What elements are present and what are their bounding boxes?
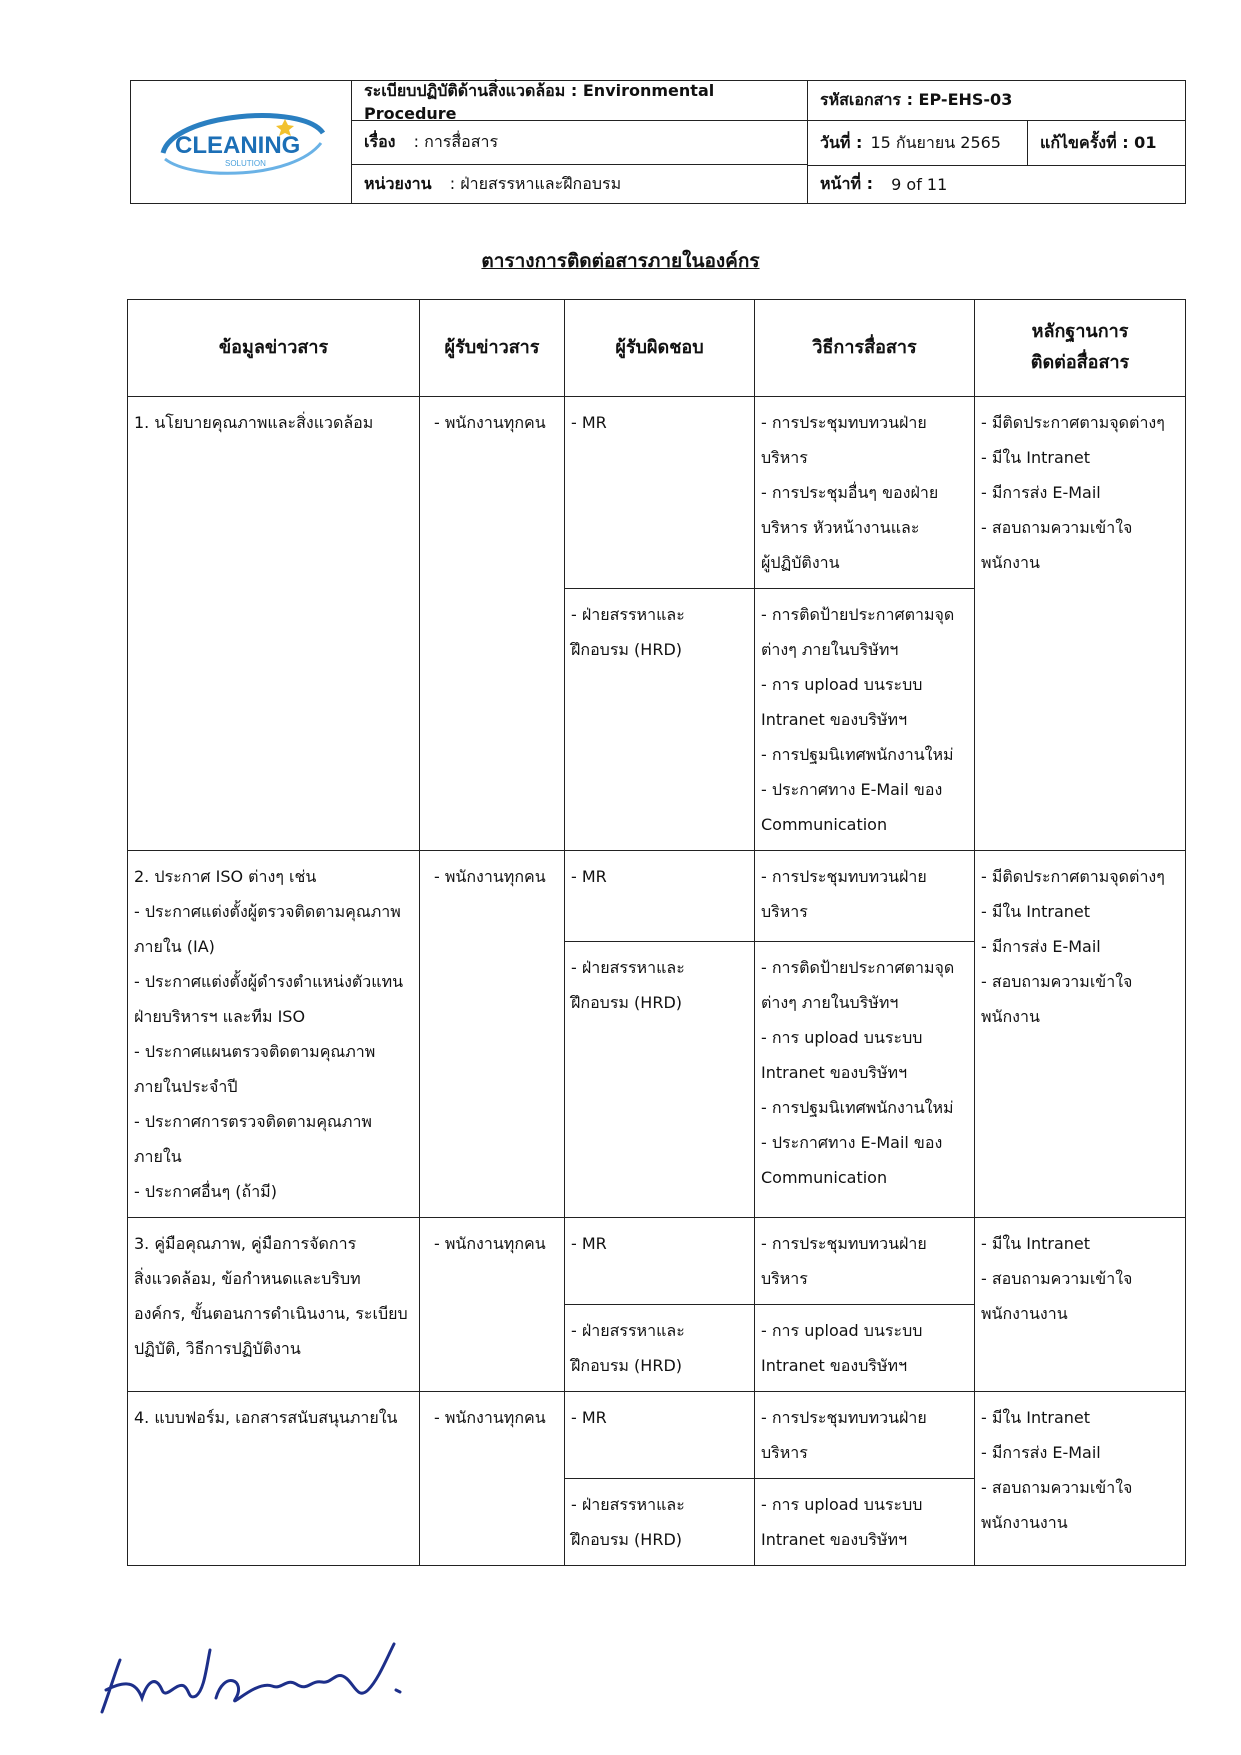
text-line: พนักงาน	[981, 553, 1040, 572]
cell-responsible	[565, 1218, 755, 1305]
cell-receiver: - พนักงานทุกคน	[420, 1392, 565, 1566]
text-line: - การติดป้ายประกาศตามจุด	[761, 958, 955, 978]
svg-text:SOLUTION: SOLUTION	[225, 159, 266, 168]
col-header-receiver: ผู้รับข่าวสาร	[420, 300, 565, 397]
text-line: Intranet ของบริษัทฯ	[761, 710, 908, 729]
text-line: 1. นโยบายคุณภาพและสิ่งแวดล้อม	[134, 413, 374, 432]
cell-responsible	[565, 942, 755, 1218]
text-line: Intranet ของบริษัทฯ	[761, 1356, 908, 1375]
text-line: - การประชุมทบทวนฝ่าย	[761, 413, 927, 432]
text-line: บริหาร	[761, 902, 808, 921]
text-line: - การ upload บนระบบ	[761, 675, 923, 694]
text-line: พนักงาน	[981, 1007, 1040, 1026]
cell-info	[128, 1218, 420, 1392]
cell-method	[755, 397, 975, 589]
text-line: - การปฐมนิเทศพนักงานใหม่	[761, 745, 954, 764]
cell-method	[755, 589, 975, 851]
subject-field: เรื่อง : การสื่อสาร	[352, 121, 807, 165]
table-row	[128, 1392, 1186, 1479]
text-line: - ประกาศทาง E-Mail ของ	[761, 780, 943, 799]
text-line: - สอบถามความเข้าใจ	[981, 518, 1133, 537]
text-line: - ประกาศทาง E-Mail ของ	[761, 1133, 943, 1153]
col-header-responsible: ผู้รับผิดชอบ	[565, 300, 755, 397]
text-line: - MR	[571, 1408, 607, 1427]
col-header-method: วิธีการสื่อสาร	[755, 300, 975, 397]
cell-method	[755, 1479, 975, 1566]
cell-method	[755, 1392, 975, 1479]
text-line: - สอบถามความเข้าใจ	[981, 1478, 1133, 1497]
cell-method	[755, 1218, 975, 1305]
text-line: ต่างๆ ภายในบริษัทฯ	[761, 640, 899, 659]
page-field: หน้าที่ : 9 of 11	[820, 174, 948, 194]
text-line: พนักงานงาน	[981, 1513, 1068, 1532]
text-line: บริหาร	[761, 1269, 808, 1288]
text-line: - มีการส่ง E-Mail	[981, 937, 1101, 956]
text-line: - ประกาศแต่งตั้งผู้ตรวจติดตามคุณภาพ	[134, 902, 401, 921]
text-line: Intranet ของบริษัทฯ	[761, 1063, 908, 1083]
document-header	[130, 80, 1186, 204]
cell-method	[755, 942, 975, 1218]
revision-field: แก้ไขครั้งที่ : 01	[1040, 132, 1157, 152]
text-line: ภายในประจำปี	[134, 1077, 238, 1096]
cell-method	[755, 851, 975, 942]
cell-responsible	[565, 1479, 755, 1566]
text-line: - การประชุมอื่นๆ ของฝ่าย	[761, 483, 939, 502]
col-header-evidence: หลักฐานการ ติดต่อสื่อสาร	[975, 300, 1186, 397]
text-line: 3. คู่มือคุณภาพ, คู่มือการจัดการ	[134, 1234, 357, 1253]
text-line: - มีใน Intranet	[981, 1234, 1091, 1253]
text-line: ฝึกอบรม (HRD)	[571, 640, 683, 659]
text-line: สิ่งแวดล้อม, ข้อกำหนดและบริบท	[134, 1269, 361, 1288]
cell-info	[128, 1392, 420, 1566]
cleaning-logo-icon	[153, 103, 333, 183]
cell-receiver: - พนักงานทุกคน	[420, 1218, 565, 1392]
text-line: ปฏิบัติ, วิธีการปฏิบัติงาน	[134, 1339, 301, 1358]
cell-evidence	[975, 397, 1186, 851]
text-line: ภายใน (IA)	[134, 937, 215, 956]
text-line: ฝ่ายบริหารฯ และทีม ISO	[134, 1007, 306, 1026]
cell-responsible	[565, 1305, 755, 1392]
text-line: ฝึกอบรม (HRD)	[571, 1530, 683, 1549]
cell-responsible	[565, 589, 755, 851]
text-line: - การ upload บนระบบ	[761, 1028, 923, 1048]
text-line: - สอบถามความเข้าใจ	[981, 1269, 1133, 1288]
text-line: - มีใน Intranet	[981, 902, 1091, 921]
procedure-title: ระเบียบปฏิบัติด้านสิ่งแวดล้อม : Environmental Procedure	[352, 81, 807, 121]
text-line: - มีการส่ง E-Mail	[981, 483, 1101, 502]
cell-info	[128, 851, 420, 1218]
cell-method	[755, 1305, 975, 1392]
text-line: - การ upload บนระบบ	[761, 1495, 923, 1514]
text-line: 4. แบบฟอร์ม, เอกสารสนับสนุนภายใน	[134, 1408, 398, 1427]
text-line: - การ upload บนระบบ	[761, 1321, 923, 1340]
page-title: ตารางการติดต่อสารภายในองค์กร	[481, 250, 760, 272]
text-line: - มีติดประกาศตามจุดต่างๆ	[981, 413, 1165, 432]
text-line: บริหาร หัวหน้างานและ	[761, 518, 920, 537]
table-row	[128, 397, 1186, 589]
text-line: - ฝ่ายสรรหาและ	[571, 958, 685, 978]
text-line: - การประชุมทบทวนฝ่าย	[761, 1234, 927, 1253]
table-row	[128, 851, 1186, 942]
text-line: 2. ประกาศ ISO ต่างๆ เช่น	[134, 867, 317, 886]
signature-image	[96, 1620, 436, 1730]
text-line: - การประชุมทบทวนฝ่าย	[761, 867, 927, 886]
text-line: - การติดป้ายประกาศตามจุด	[761, 605, 955, 624]
text-line: - ฝ่ายสรรหาและ	[571, 1321, 685, 1340]
date-field: วันที่ : 15 กันยายน 2565	[808, 121, 1028, 165]
cell-evidence	[975, 1392, 1186, 1566]
text-line: ภายใน	[134, 1147, 182, 1166]
cell-responsible	[565, 397, 755, 589]
text-line: บริหาร	[761, 1443, 808, 1462]
cell-receiver: - พนักงานทุกคน	[420, 397, 565, 851]
col-header-info: ข้อมูลข่าวสาร	[128, 300, 420, 397]
text-line: - ฝ่ายสรรหาและ	[571, 605, 685, 624]
text-line: ต่างๆ ภายในบริษัทฯ	[761, 993, 899, 1013]
text-line: - ฝ่ายสรรหาและ	[571, 1495, 685, 1514]
text-line: องค์กร, ขั้นตอนการดำเนินงาน, ระเบียบ	[134, 1304, 408, 1323]
text-line: - มีการส่ง E-Mail	[981, 1443, 1101, 1462]
text-line: Communication	[761, 815, 888, 834]
cell-receiver: - พนักงานทุกคน	[420, 851, 565, 1218]
text-line: - สอบถามความเข้าใจ	[981, 972, 1133, 991]
text-line: - มีติดประกาศตามจุดต่างๆ	[981, 867, 1165, 886]
text-line: - MR	[571, 413, 607, 432]
text-line: ฝึกอบรม (HRD)	[571, 993, 683, 1013]
text-line: - ประกาศอื่นๆ (ถ้ามี)	[134, 1182, 277, 1201]
text-line: พนักงานงาน	[981, 1304, 1068, 1323]
text-line: - มีใน Intranet	[981, 448, 1091, 467]
text-line: Communication	[761, 1168, 888, 1188]
svg-text:CLEANING: CLEANING	[175, 132, 301, 159]
cell-evidence	[975, 1218, 1186, 1392]
text-line: - ประกาศการตรวจติดตามคุณภาพ	[134, 1112, 372, 1131]
text-line: - มีใน Intranet	[981, 1408, 1091, 1427]
text-line: Intranet ของบริษัทฯ	[761, 1530, 908, 1549]
cell-evidence	[975, 851, 1186, 1218]
text-line: - MR	[571, 867, 607, 886]
text-line: บริหาร	[761, 448, 808, 467]
table-header-row	[128, 300, 1186, 397]
document-code: รหัสเอกสาร : EP-EHS-03	[808, 81, 1185, 121]
text-line: ฝึกอบรม (HRD)	[571, 1356, 683, 1375]
text-line: - การประชุมทบทวนฝ่าย	[761, 1408, 927, 1427]
department-field: หน่วยงาน : ฝ่ายสรรหาและฝึกอบรม	[364, 173, 622, 193]
table-row	[128, 1218, 1186, 1305]
cell-responsible	[565, 1392, 755, 1479]
text-line: - ประกาศแผนตรวจติดตามคุณภาพ	[134, 1042, 376, 1061]
communication-table	[127, 299, 1186, 1566]
text-line: ผู้ปฏิบัติงาน	[761, 553, 840, 572]
text-line: - ประกาศแต่งตั้งผู้ดำรงตำแหน่งตัวแทน	[134, 972, 404, 991]
company-logo	[131, 81, 352, 203]
text-line: - การปฐมนิเทศพนักงานใหม่	[761, 1098, 954, 1118]
cell-info	[128, 397, 420, 851]
cell-responsible	[565, 851, 755, 942]
text-line: - MR	[571, 1234, 607, 1253]
